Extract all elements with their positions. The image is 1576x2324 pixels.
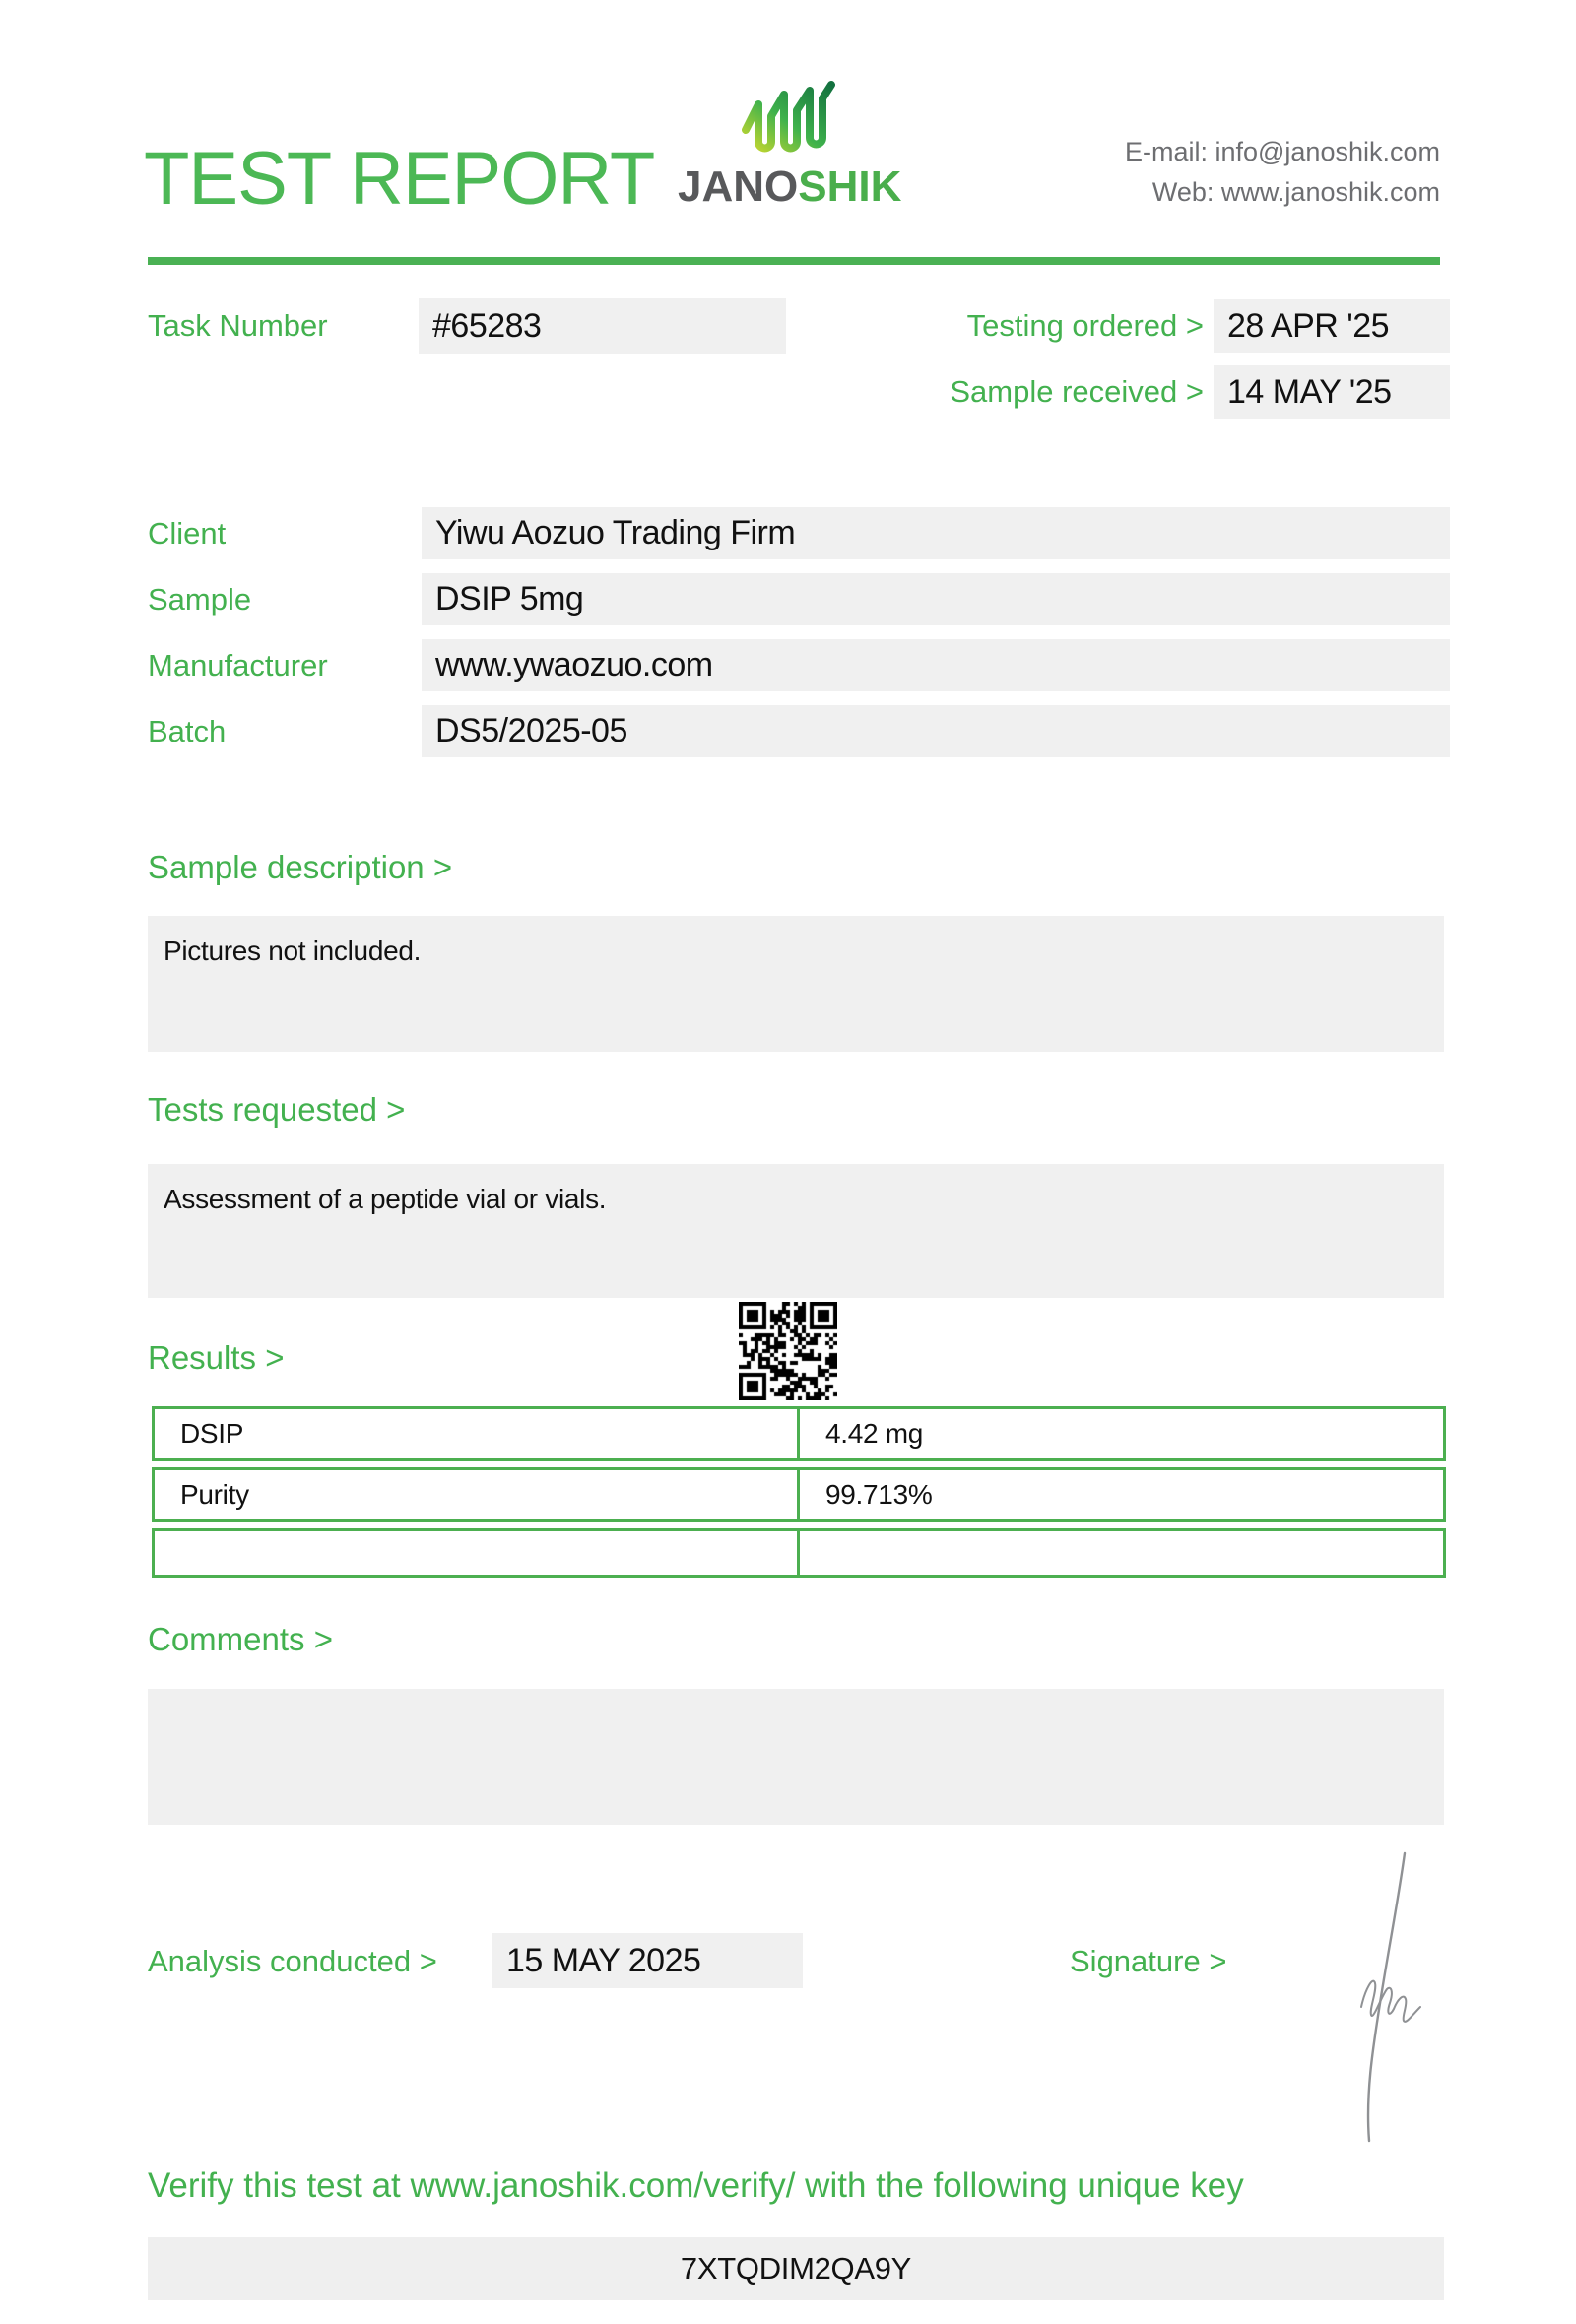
- signature-image: [1310, 1849, 1448, 2145]
- comments-heading: Comments >: [148, 1621, 333, 1657]
- testing-ordered-label: Testing ordered >: [966, 308, 1204, 343]
- result-name-cell: Purity: [155, 1470, 800, 1519]
- client-value: Yiwu Aozuo Trading Firm: [422, 507, 1450, 559]
- verify-text: Verify this test at www.janoshik.com/verify/ with the following unique key: [148, 2166, 1244, 2205]
- manufacturer-value: www.ywaozuo.com: [422, 639, 1450, 691]
- sample-received-value: 14 MAY '25: [1214, 365, 1450, 419]
- tests-requested-text: Assessment of a peptide vial or vials.: [164, 1184, 607, 1214]
- sample-description-heading: Sample description >: [148, 849, 453, 885]
- sample-value: DSIP 5mg: [422, 573, 1450, 625]
- web-line: Web: www.janoshik.com: [1151, 177, 1440, 207]
- result-name-cell: DSIP: [155, 1409, 800, 1458]
- batch-label: Batch: [148, 713, 227, 748]
- tests-requested-heading: Tests requested >: [148, 1091, 406, 1128]
- tests-requested-box: [148, 1164, 1444, 1298]
- signature-label: Signature >: [1070, 1943, 1227, 1978]
- brand-wordmark: [678, 162, 902, 211]
- analysis-date-value: 15 MAY 2025: [492, 1933, 803, 1988]
- sample-label: Sample: [148, 581, 252, 616]
- results-table: [152, 1406, 1446, 1583]
- header-rule: [148, 257, 1440, 265]
- comments-box: [148, 1689, 1444, 1825]
- testing-ordered-value: 28 APR '25: [1214, 299, 1450, 353]
- growth-chart-icon: [741, 79, 835, 161]
- result-value-cell: 99.713%: [825, 1479, 933, 1510]
- result-row: [152, 1467, 1446, 1522]
- sample-description-text: Pictures not included.: [164, 936, 422, 966]
- verify-key-box: [148, 2237, 1444, 2300]
- result-value-cell: 4.42 mg: [825, 1418, 924, 1449]
- client-label: Client: [148, 515, 227, 550]
- brand-wordmark-jano: JANO: [678, 162, 799, 211]
- task-number-value: #65283: [419, 298, 786, 354]
- brand-logo: [678, 79, 902, 217]
- contact-info: [985, 132, 1440, 213]
- task-number-label: Task Number: [148, 308, 328, 343]
- sample-description-box: [148, 916, 1444, 1052]
- brand-wordmark-shik: SHIK: [798, 162, 902, 211]
- sample-received-label: Sample received >: [950, 374, 1204, 409]
- page-title: TEST REPORT: [144, 137, 655, 221]
- manufacturer-label: Manufacturer: [148, 647, 328, 682]
- qr-code: [739, 1302, 837, 1400]
- results-heading: Results >: [148, 1339, 285, 1376]
- analysis-conducted-label: Analysis conducted >: [148, 1943, 437, 1978]
- batch-value: DS5/2025-05: [422, 705, 1450, 757]
- result-name-cell: [155, 1531, 800, 1575]
- verify-key-text: 7XTQDIM2QA9Y: [680, 2251, 912, 2286]
- email-line: E-mail: info@janoshik.com: [1124, 137, 1440, 166]
- result-value-cell: [800, 1531, 1443, 1575]
- result-row: [152, 1406, 1446, 1461]
- result-row: [152, 1528, 1446, 1578]
